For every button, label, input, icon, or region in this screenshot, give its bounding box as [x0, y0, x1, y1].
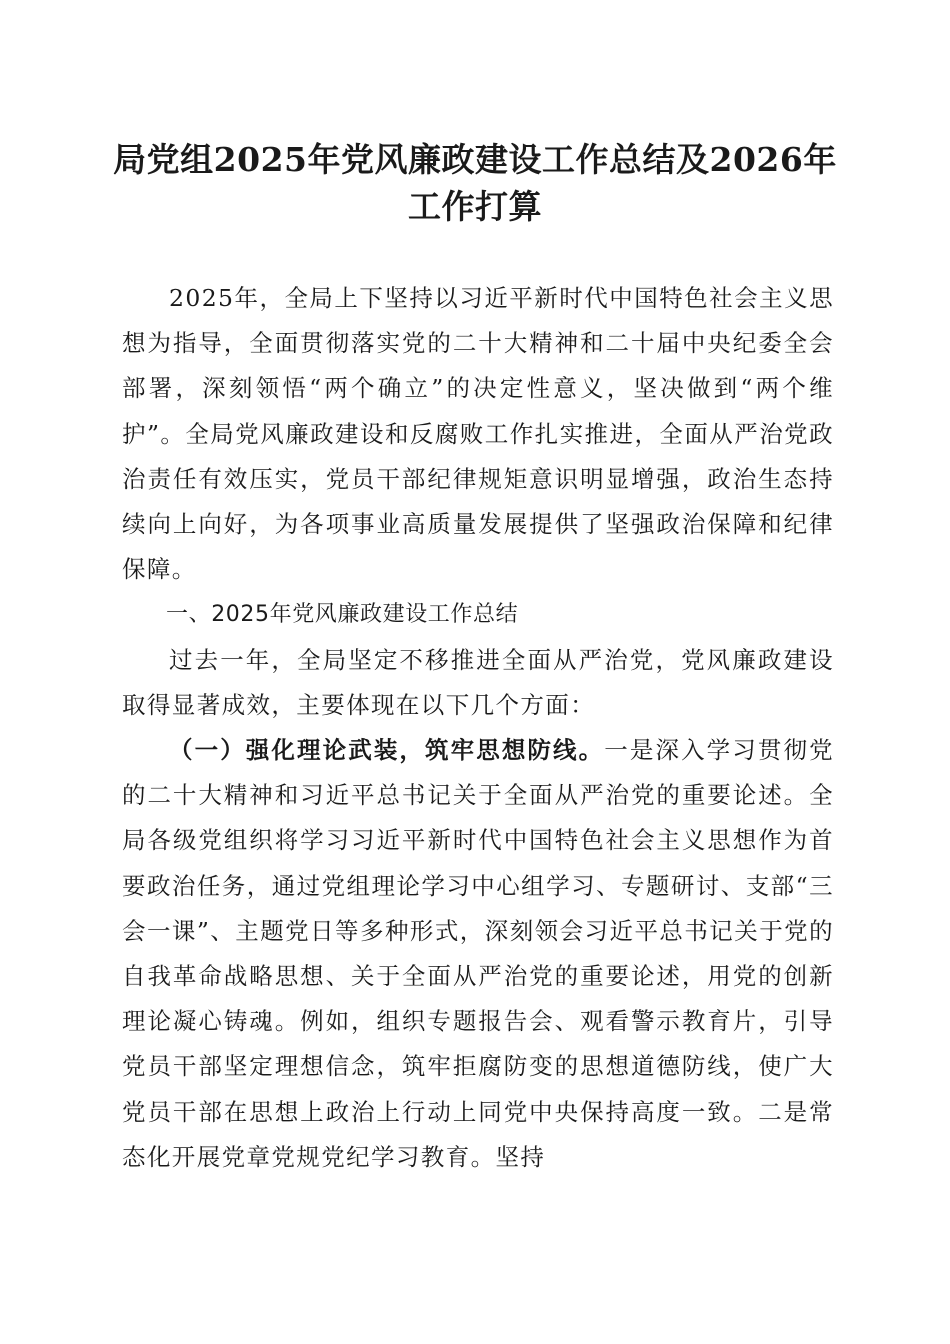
subsection-heading: （一）强化理论武装，筑牢思想防线。	[169, 736, 605, 765]
section-intro-paragraph: 过去一年，全局坚定不移推进全面从严治党，党风廉政建设取得显著成效，主要体现在以下几个方面：	[122, 645, 834, 719]
section-heading: 一、2025年党风廉政建设工作总结	[166, 602, 519, 628]
subsection-paragraph	[122, 728, 834, 1180]
document-title: 局党组2025年党风廉政建设工作总结及2026年工作打算	[113, 140, 837, 226]
intro-paragraph: 2025年，全局上下坚持以习近平新时代中国特色社会主义思想为指导，全面贯彻落实党的二十大精神和二十届中央纪委全会部署，深刻领悟“两个确立”的决定性意义，坚决做到“两个维护”。全局党风廉政建设和反腐败工作扎实推进，全面从严治党政治责任有效压实，党员干部纪律规矩意识明显增强，政治生态持续向上向好，为各项事业高质量发展提供了坚强政治保障和纪律保障。	[122, 284, 834, 584]
subsection-text: 一是深入学习贯彻党的二十大精神和习近平总书记关于全面从严治党的重要论述。全局各级党组织将学习习近平新时代中国特色社会主义思想作为首要政治任务，通过党组理论学习中心组学习、专题研讨、支部“三会一课”、主题党日等多种形式，深刻领会习近平总书记关于党的自我革命战略思想、关于全面从严治党的重要论述，用党的创新理论凝心铸魂。例如，组织专题报告会、观看警示教育片，引导党员干部坚定理想信念，筑牢拒腐防变的思想道德防线，使广大党员干部在思想上政治上行动上同党中央保持高度一致。二是常态化开展党章党规党纪学习教育。坚持	[122, 736, 834, 1171]
document-body	[122, 276, 834, 1180]
